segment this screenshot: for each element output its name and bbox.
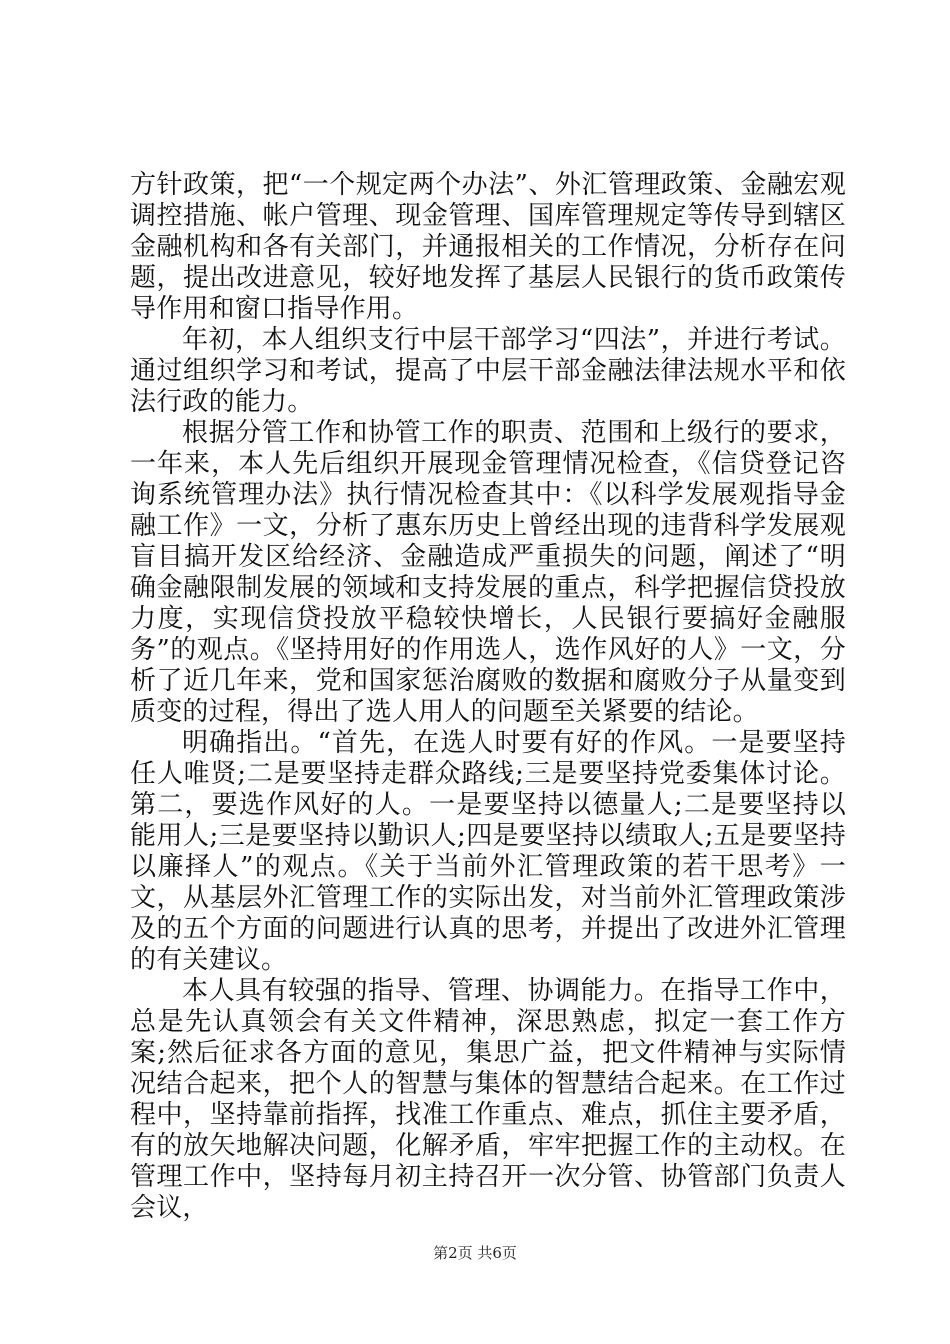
page-number-footer: 第2页 共6页 bbox=[433, 1244, 517, 1262]
document-body bbox=[130, 170, 846, 1224]
paragraph: 年初，本人组织支行中层干部学习“四法”，并进行考试。通过组织学习和考试，提高了中层干部金融法律法规水平和依法行政的能力。 bbox=[130, 325, 846, 417]
paragraph: 明确指出。“首先，在选人时要有好的作风。一是要坚持任人唯贤;二是要坚持走群众路线;三是要坚持党委集体讨论。第二，要选作风好的人。一是要坚持以德量人;二是要坚持以能用人;三是要坚持以勤识人;四是要坚持以绩取人;五是要坚持以廉择人”的观点。《关于当前外汇管理政策的若干思考》一文，从基层外汇管理工作的实际出发，对当前外汇管理政策涉及的五个方面的问题进行认真的思考，并提出了改进外汇管理的有关建议。 bbox=[130, 728, 846, 975]
paragraph: 根据分管工作和协管工作的职责、范围和上级行的要求，一年来，本人先后组织开展现金管理情况检查，《信贷登记咨询系统管理办法》执行情况检查其中：《以科学发展观指导金融工作》一文，分析了惠东历史上曾经出现的违背科学发展观盲目搞开发区给经济、金融造成严重损失的问题，阐述了“明确金融限制发展的领域和支持发展的重点，科学把握信贷投放力度，实现信贷投放平稳较快增长，人民银行要搞好金融服务”的观点。《坚持用好的作用选人，选作风好的人》一文，分析了近几年来，党和国家惩治腐败的数据和腐败分子从量变到质变的过程，得出了选人用人的问题至关紧要的结论。 bbox=[130, 418, 846, 727]
paragraph-continued: 方针政策，把“一个规定两个办法”、外汇管理政策、金融宏观调控措施、帐户管理、现金管理、国库管理规定等传导到辖区金融机构和各有关部门，并通报相关的工作情况，分析存在问题，提出改进意见，较好地发挥了基层人民银行的货币政策传导作用和窗口指导作用。 bbox=[130, 170, 846, 324]
paragraph: 本人具有较强的指导、管理、协调能力。在指导工作中，总是先认真领会有关文件精神，深思熟虑，拟定一套工作方案;然后征求各方面的意见，集思广益，把文件精神与实际情况结合起来，把个人的智慧与集体的智慧结合起来。在工作过程中，坚持靠前指挥，找准工作重点、难点，抓住主要矛盾，有的放矢地解决问题，化解矛盾，牢牢把握工作的主动权。在管理工作中，坚持每月初主持召开一次分管、协管部门负责人会议， bbox=[130, 976, 846, 1223]
